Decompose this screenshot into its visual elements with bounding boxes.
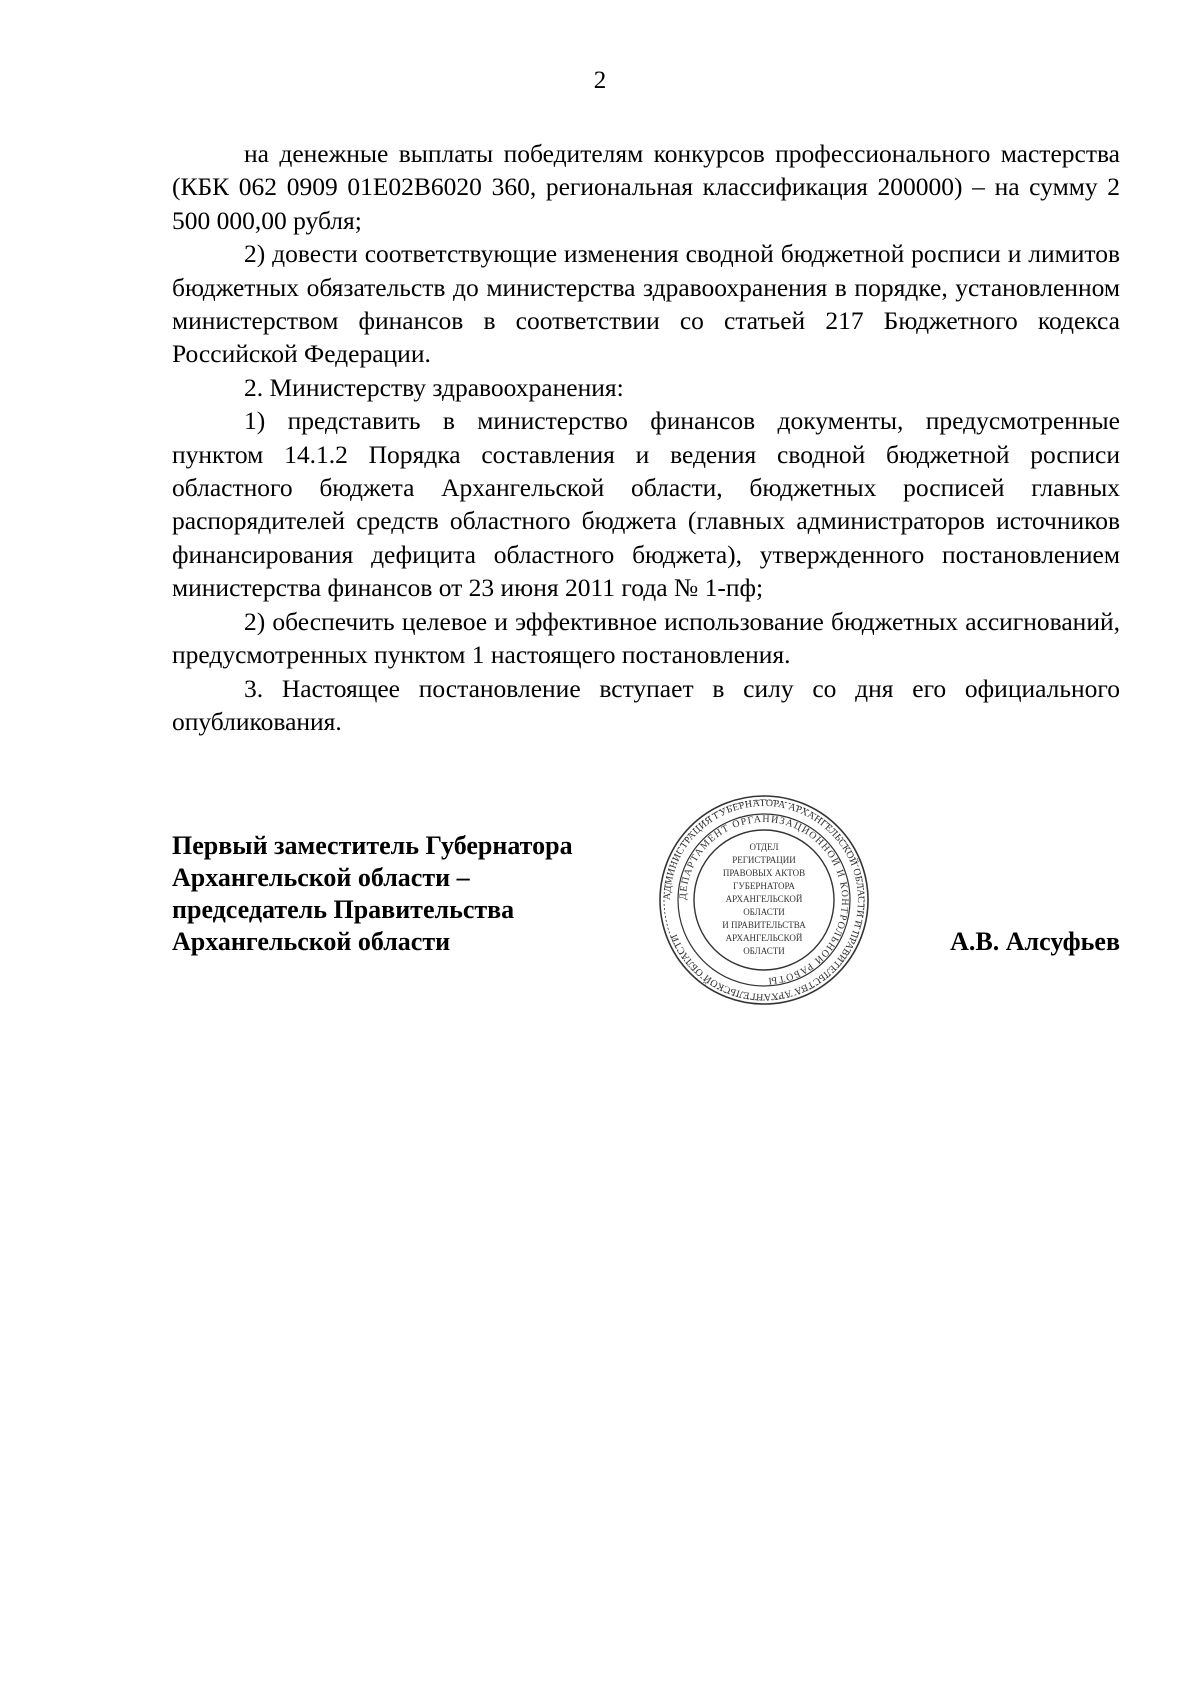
stamp-center-line: АРХАНГЕЛЬСКОЙ (725, 933, 803, 943)
stamp-center-line: ОБЛАСТИ (743, 946, 785, 956)
paragraph-budget-allocation: на денежные выплаты победителям конкурсов профессионального мастерства (КБК 062 0909 01Е02В6020 360, региональная классификация 200000) – на сумму 2 500 000,00 рубля; (172, 139, 1120, 235)
stamp-center-line: РЕГИСТРАЦИИ (732, 855, 796, 865)
signatory-title-line: председатель Правительства (172, 895, 515, 924)
paragraph-effective-date: 3. Настоящее постановление вступает в силу со дня его официального опубликования. (172, 673, 1120, 736)
stamp-center-line: ОТДЕЛ (749, 842, 779, 852)
signatory-title-line: Архангельской области – (172, 863, 470, 892)
paragraph-ensure-usage: 2) обеспечить целевое и эффективное использование бюджетных ассигнований, предусмотренных пунктом 1 настоящего постановления. (172, 606, 1120, 670)
stamp-center-line: АРХАНГЕЛЬСКОЙ (725, 894, 803, 904)
page-number: 2 (593, 67, 607, 94)
stamp-center-line: ОБЛАСТИ (743, 907, 785, 917)
paragraph-submit-documents: 1) представить в министерство финансов документы, предусмотренные пунктом 14.1.2 Порядка составления и ведения сводной бюджетной росписи областного бюджета Архангельской области, бюджетных росписей главных распорядителей средств областного бюджета (главных администраторов источников финансирования дефицита областного бюджета), утвержденного постановлением министерства финансов от 23 июня 2011 года № 1-пф; (172, 406, 1120, 603)
paragraph-budget-changes: 2) довести соответствующие изменения сводной бюджетной росписи и лимитов бюджетных обязательств до министерства здравоохранения в порядке, установленном министерством финансов в соответствии со статьей 217 Бюджетного кодекса Российской Федерации. (172, 239, 1120, 369)
signatory-title (172, 830, 573, 958)
stamp-center-line: ГУБЕРНАТОРА (733, 881, 795, 891)
stamp-inner-text: ДЕПАРТАМЕНТ ОРГАНИЗАЦИОННОЙ И КОНТРОЛЬНОЙ РАБОТЫ (677, 813, 851, 987)
stamp-seal-icon (656, 793, 872, 1007)
official-stamp (656, 793, 872, 1007)
signatory-name: А.В. Алсуфьев (950, 927, 1120, 956)
paragraph-ministry-heading: 2. Министерству здравоохранения: (244, 372, 624, 402)
stamp-center-line: ПРАВОВЫХ АКТОВ (722, 868, 806, 878)
stamp-center-line: И ПРАВИТЕЛЬСТВА (722, 920, 806, 930)
stamp-outer-text: АДМИНИСТРАЦИЯ ГУБЕРНАТОРА АРХАНГЕЛЬСКОЙ ОБЛАСТИ И ПРАВИТЕЛЬСТВА АРХАНГЕЛЬСКОЙ ОБЛАСТИ (661, 797, 867, 1003)
signatory-title-line: Архангельской области (172, 927, 451, 956)
signatory-title-line: Первый заместитель Губернатора (172, 831, 573, 860)
document-body (172, 137, 1120, 738)
